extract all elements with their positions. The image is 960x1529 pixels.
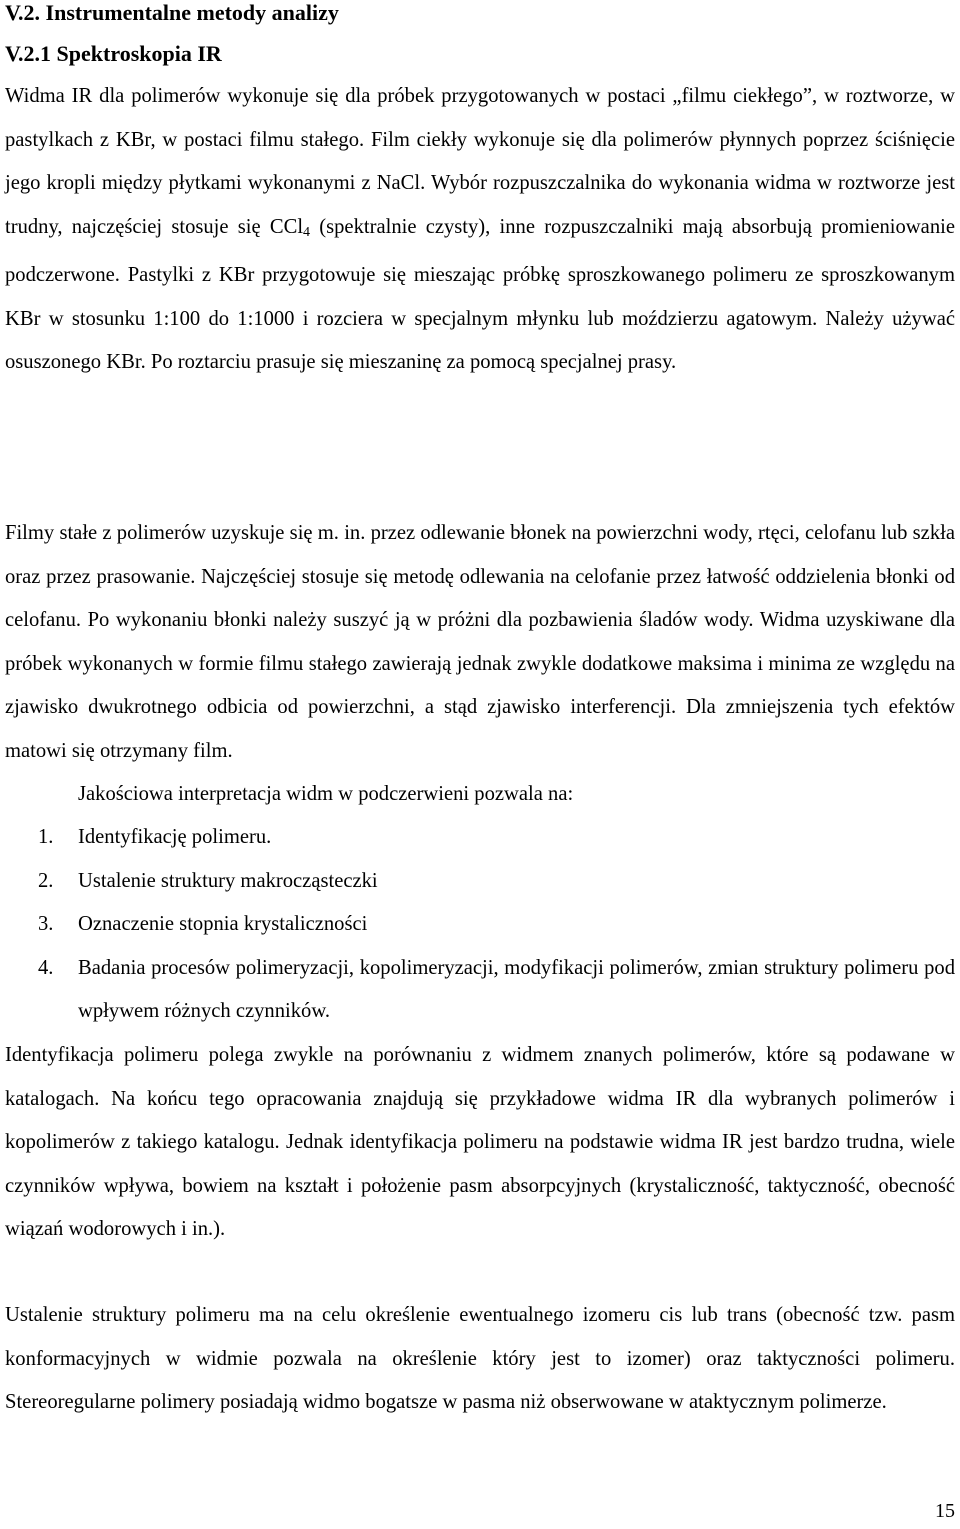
list-item-text: Identyfikację polimeru. — [78, 826, 272, 848]
paragraph-identification: Identyfikacja polimeru polega zwykle na porównaniu z widmem znanych polimerów, które są podawane w katalogach. Na końcu tego opracowania znajdują się przykładowe widma IR dla wybranych polimerów i kopolimerów z takiego katalogu. Jednak identyfikacja polimeru na podstawie widma IR jest bardzo trudna, wiele czynników wpływa, bowiem na kształt i położenie pasm absorpcyjnych (krystaliczność, taktyczność, obecność wiązań wodorowych i in.). — [5, 1044, 955, 1240]
interpretation-list — [5, 816, 955, 1034]
list-item-text: Badania procesów polimeryzacji, kopolimeryzacji, modyfikacji polimerów, zmian struktury polimeru pod wpływem różnych czynników. — [78, 956, 955, 1022]
list-item-number: 1. — [38, 826, 54, 848]
list-item — [5, 947, 955, 1034]
list-item — [5, 816, 955, 860]
paragraph-solid-films: Filmy stałe z polimerów uzyskuje się m. in. przez odlewanie błonek na powierzchni wody, rtęci, celofanu lub szkła oraz przez prasowanie. Najczęściej stosuje się metodę odlewania na celofanie przez łatwość oddzielenia błonki od celofanu. Po wykonaniu błonki należy suszyć ją w próżni dla pozbawienia śladów wody. Widma uzyskiwane dla próbek wykonanych w formie filmu stałego zawierają jednak zwykle dodatkowe maksima i minima ze względu na zjawisko dwukrotnego odbicia od powierzchni, a stąd zjawisko interferencji. Dla zmniejszenia tych efektów matowi się otrzymany film. — [5, 522, 955, 762]
paragraph-sample-preparation — [5, 75, 955, 385]
list-item-number: 2. — [38, 869, 54, 892]
list-item-number: 3. — [38, 913, 54, 935]
list-item — [5, 903, 955, 947]
subscript: 4 — [303, 224, 311, 240]
page-number: 15 — [935, 1500, 955, 1522]
list-item-number: 4. — [38, 956, 54, 979]
paragraph-structure: Ustalenie struktury polimeru ma na celu określenie ewentualnego izomeru cis lub trans (obecność tzw. pasm konformacyjnych w widmie pozwala na określenie który jest to izomer) oraz taktyczności polimeru. Stereoregularne polimery posiadają widmo bogatsze w pasma niż obserwowane w ataktycznym polimerze. — [5, 1304, 955, 1413]
subsection-heading: V.2.1 Spektroskopia IR — [5, 41, 222, 66]
section-heading: V.2. Instrumentalne metody analizy — [5, 0, 339, 25]
list-item-text: Oznaczenie stopnia krystaliczności — [78, 913, 368, 935]
list-item — [5, 860, 955, 904]
paragraph-text: (spektralnie czysty), inne rozpuszczalniki mają absorbują promieniowanie podczerwone. Pastylki z KBr przygotowuje się mieszając próbkę sproszkowanego polimeru ze sproszkowanym KBr w stosunku 1:100 do 1:1000 i rozciera w specjalnym młynku lub moździerzu agatowym. Należy używać osuszonego KBr. Po roztarciu prasuje się mieszaninę za pomocą specjalnej prasy. — [5, 215, 955, 373]
paragraph-text: Widma IR dla polimerów wykonuje się dla próbek przygotowanych w postaci „filmu ciekłego”, w roztworze, w pastylkach z KBr, w postaci filmu stałego. Film ciekły wykonuje się dla polimerów płynnych poprzez ściśnięcie jego kropli między płytkami wykonanymi z NaCl. Wybór rozpuszczalnika do wykonania widma w roztworze jest trudny, najczęściej stosuje się CCl — [5, 85, 955, 238]
list-intro: Jakościowa interpretacja widm w podczerwieni pozwala na: — [78, 783, 574, 805]
list-item-text: Ustalenie struktury makrocząsteczki — [78, 869, 378, 892]
